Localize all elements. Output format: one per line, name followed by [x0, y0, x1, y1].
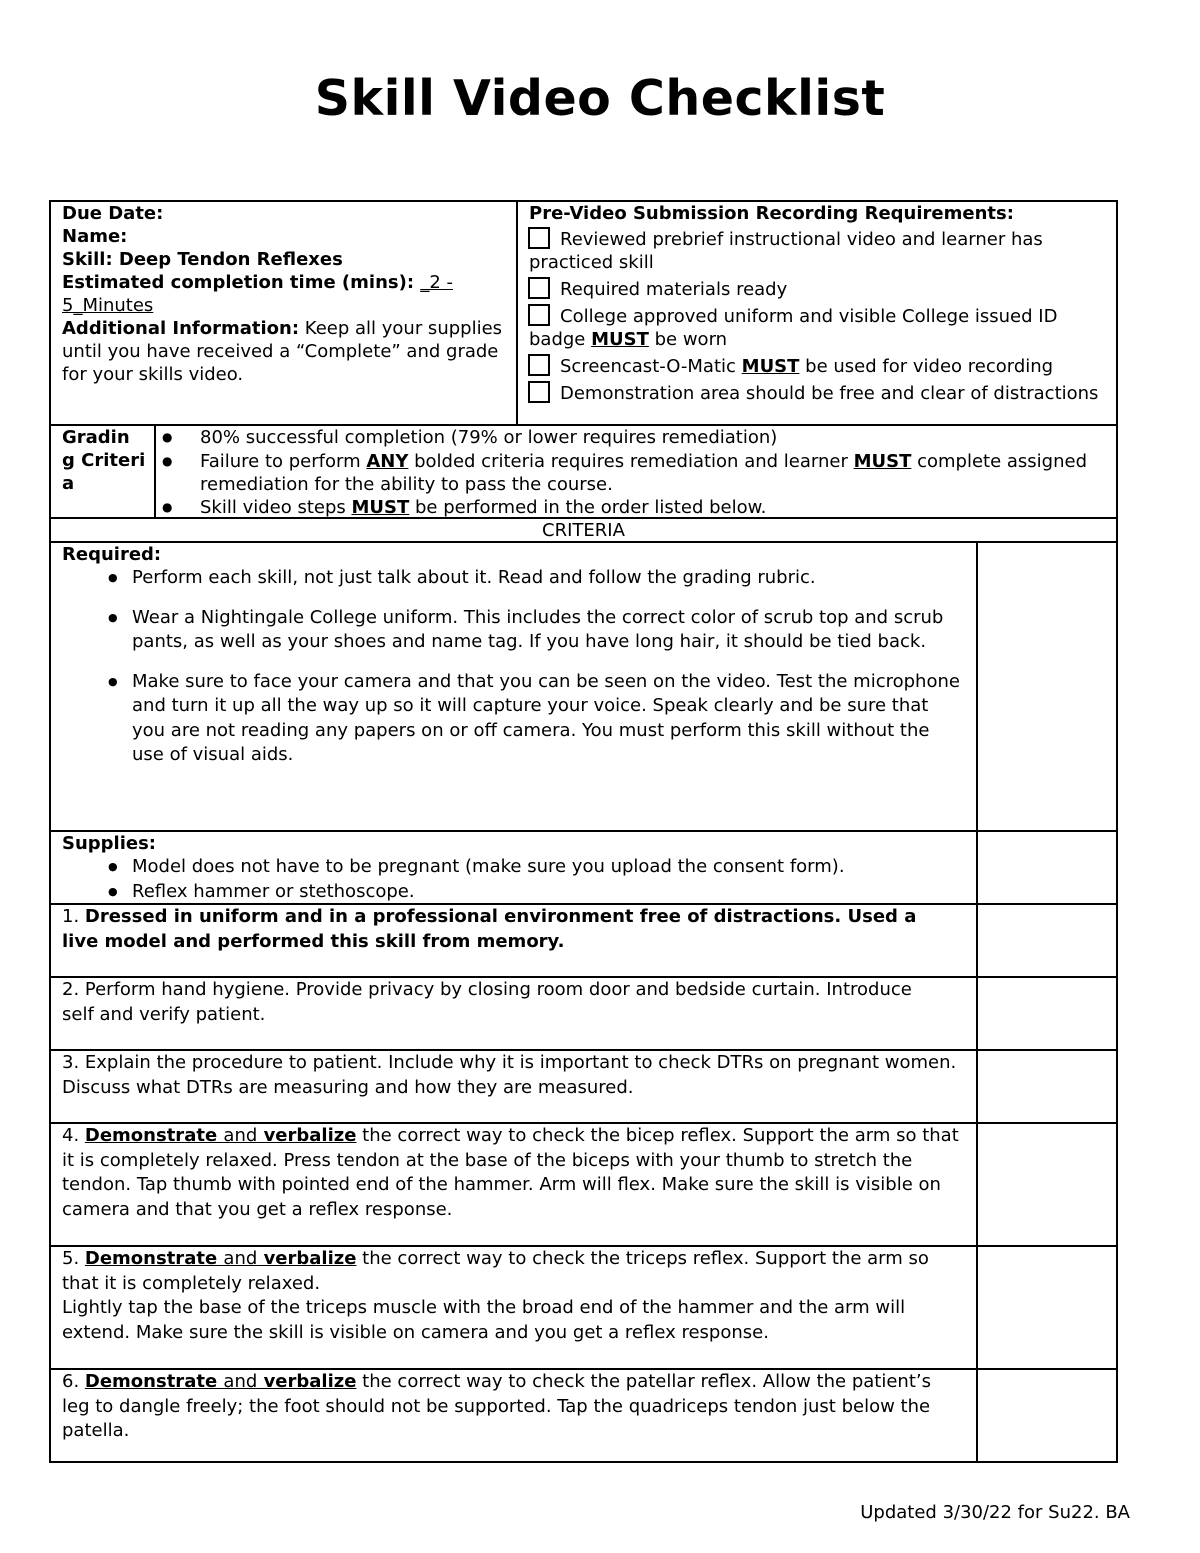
- step-5: 5. Demonstrate and verbalize the correct way to check the triceps reflex. Support the arm so that it is completely relaxed. Lightly tap the base of the triceps muscle with the broad end of the hammer and the arm will extend. Make sure the skill is visible on camera and you get a reflex response.: [62, 1248, 929, 1343]
- grading-criteria-list: [154, 426, 1104, 519]
- page-title: Skill Video Checklist: [314, 70, 886, 127]
- requirement-checkbox[interactable]: [528, 354, 550, 376]
- grading-item: ● Failure to perform ANY bolded criteria requires remediation and learner MUST complete assigned remediation for the ability to pass the course.: [154, 450, 1104, 496]
- supplies-item: ● Reflex hammer or stethoscope.: [62, 880, 967, 905]
- footer-updated: Updated 3/30/22 for Su22. BA: [860, 1502, 1130, 1523]
- requirement-item: Demonstration area should be free and clear of distractions: [529, 381, 1111, 405]
- due-date-label: Due Date:: [62, 203, 164, 224]
- additional-info-label: Additional Information:: [62, 318, 300, 339]
- step-1: 1. Dressed in uniform and in a professional environment free of distractions. Used a live model and performed this skill from memory.: [62, 906, 917, 952]
- requirement-checkbox[interactable]: [528, 304, 550, 326]
- additional-info-text: Keep all your supplies until you have received a “Complete” and grade for your skills video.: [62, 318, 503, 385]
- estimated-time-value: _2 - 5_Minutes: [62, 272, 453, 316]
- requirement-checkbox[interactable]: [528, 277, 550, 299]
- step-3: 3. Explain the procedure to patient. Include why it is important to check DTRs on pregnant women. Discuss what DTRs are measuring and how they are measured.: [62, 1052, 957, 1098]
- step-4: 4. Demonstrate and verbalize the correct way to check the bicep reflex. Support the arm so that it is completely relaxed. Press tendon at the base of the biceps with your thumb to stretch the tendon. Tap thumb with pointed end of the hammer. Arm will flex. Make sure the skill is visible on camera and that you get a reflex response.: [62, 1125, 959, 1220]
- pre-video-requirements: [529, 202, 1111, 405]
- pre-video-heading: Pre-Video Submission Recording Requirements:: [529, 203, 1014, 224]
- required-item: ● Make sure to face your camera and that you can be seen on the video. Test the microphone and turn it up all the way up so it will capture your voice. Speak clearly and be sure that you are not reading any papers on or off camera. You must perform this skill without the use of visual aids.: [62, 670, 967, 768]
- skill-label: Skill: Deep Tendon Reflexes: [62, 249, 343, 270]
- grading-criteria-label: Gradin g Criteria: [62, 427, 146, 494]
- criteria-header: CRITERIA: [542, 520, 625, 541]
- requirement-checkbox[interactable]: [528, 227, 550, 249]
- name-label: Name:: [62, 226, 128, 247]
- requirement-item: Screencast-O-Matic MUST be used for video recording: [529, 354, 1111, 378]
- supplies-section: [62, 832, 967, 904]
- estimated-time-label: Estimated completion time (mins):: [62, 272, 421, 293]
- required-item: ● Perform each skill, not just talk about it. Read and follow the grading rubric.: [62, 566, 967, 591]
- supplies-label: Supplies:: [62, 833, 157, 854]
- step-2: 2. Perform hand hygiene. Provide privacy by closing room door and bedside curtain. Introduce self and verify patient.: [62, 979, 912, 1025]
- requirement-item: Required materials ready: [529, 277, 1111, 301]
- grading-item: ● Skill video steps MUST be performed in the order listed below.: [154, 496, 1104, 519]
- step-6: 6. Demonstrate and verbalize the correct way to check the patellar reflex. Allow the patient’s leg to dangle freely; the foot should not be supported. Tap the quadriceps tendon just below the patella.: [62, 1371, 931, 1441]
- requirement-item: Reviewed prebrief instructional video and learner has practiced skill: [529, 229, 1043, 273]
- required-item: ● Wear a Nightingale College uniform. This includes the correct color of scrub top and scrub pants, as well as your shoes and name tag. If you have long hair, it should be tied back.: [62, 606, 967, 655]
- info-cell: [62, 202, 506, 386]
- requirement-item: College approved uniform and visible College issued ID badge MUST be worn: [529, 306, 1058, 350]
- required-section: [62, 543, 967, 768]
- requirement-checkbox[interactable]: [528, 381, 550, 403]
- grading-item: ● 80% successful completion (79% or lower requires remediation): [154, 426, 1104, 449]
- required-label: Required:: [62, 544, 162, 565]
- supplies-item: ● Model does not have to be pregnant (make sure you upload the consent form).: [62, 855, 967, 880]
